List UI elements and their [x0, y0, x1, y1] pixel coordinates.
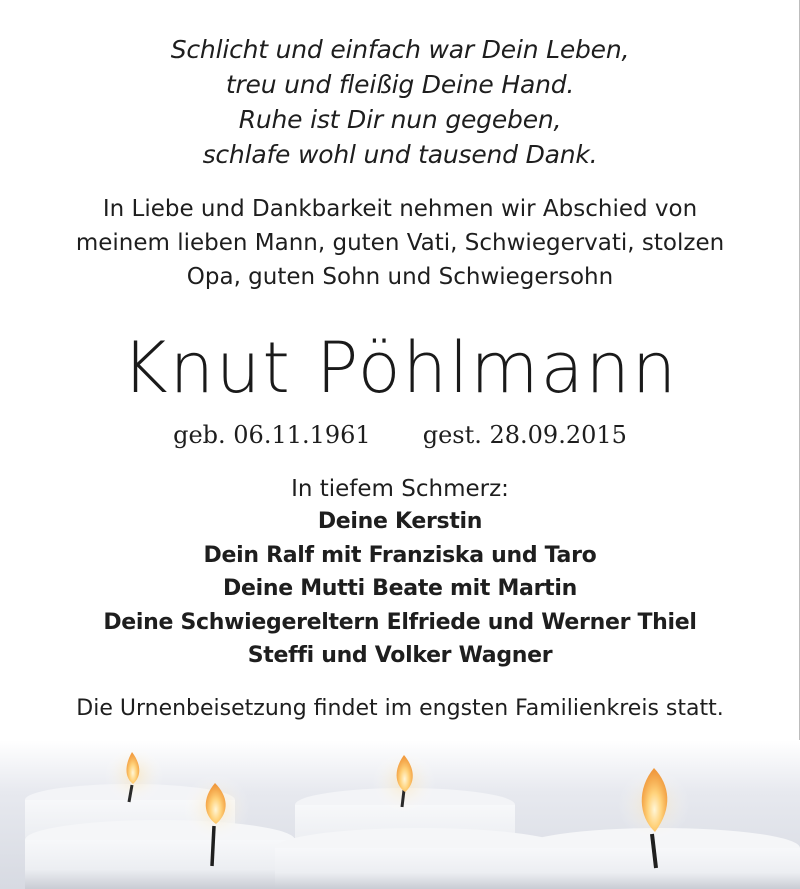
- burial-note: Die Urnenbeisetzung findet im engsten Familienkreis statt.: [76, 696, 724, 721]
- birth-date: geb. 06.11.1961: [173, 421, 371, 449]
- poem-line: schlafe wohl und tausend Dank.: [202, 140, 598, 169]
- intro-line: Opa, guten Sohn und Schwiegersohn: [186, 264, 614, 290]
- death-date: gest. 28.09.2015: [422, 421, 627, 449]
- mourner-name: Steffi und Volker Wagner: [247, 643, 553, 668]
- candles-image: [0, 740, 800, 889]
- mourner-name: Deine Kerstin: [317, 509, 483, 534]
- mourner-name: Deine Schwiegereltern Elfriede und Werner Thiel: [103, 609, 697, 635]
- mourners-list: [0, 505, 800, 673]
- memorial-poem: [0, 32, 800, 172]
- poem-line: Schlicht und einfach war Dein Leben,: [170, 35, 630, 64]
- mourner-name: Dein Ralf mit Franziska und Taro: [203, 542, 597, 568]
- life-dates: [0, 418, 800, 452]
- deceased-name: Knut Pöhlmann: [121, 327, 679, 409]
- farewell-intro: [0, 192, 800, 294]
- poem-line: Ruhe ist Dir nun gegeben,: [238, 105, 562, 134]
- intro-line: meinem lieben Mann, guten Vati, Schwiegervati, stolzen: [75, 230, 725, 256]
- mourners-heading: In tiefem Schmerz:: [291, 476, 509, 502]
- mourner-name: Deine Mutti Beate mit Martin: [223, 576, 577, 601]
- intro-line: In Liebe und Dankbarkeit nehmen wir Abschied von: [102, 196, 698, 222]
- poem-line: treu und fleißig Deine Hand.: [225, 70, 575, 99]
